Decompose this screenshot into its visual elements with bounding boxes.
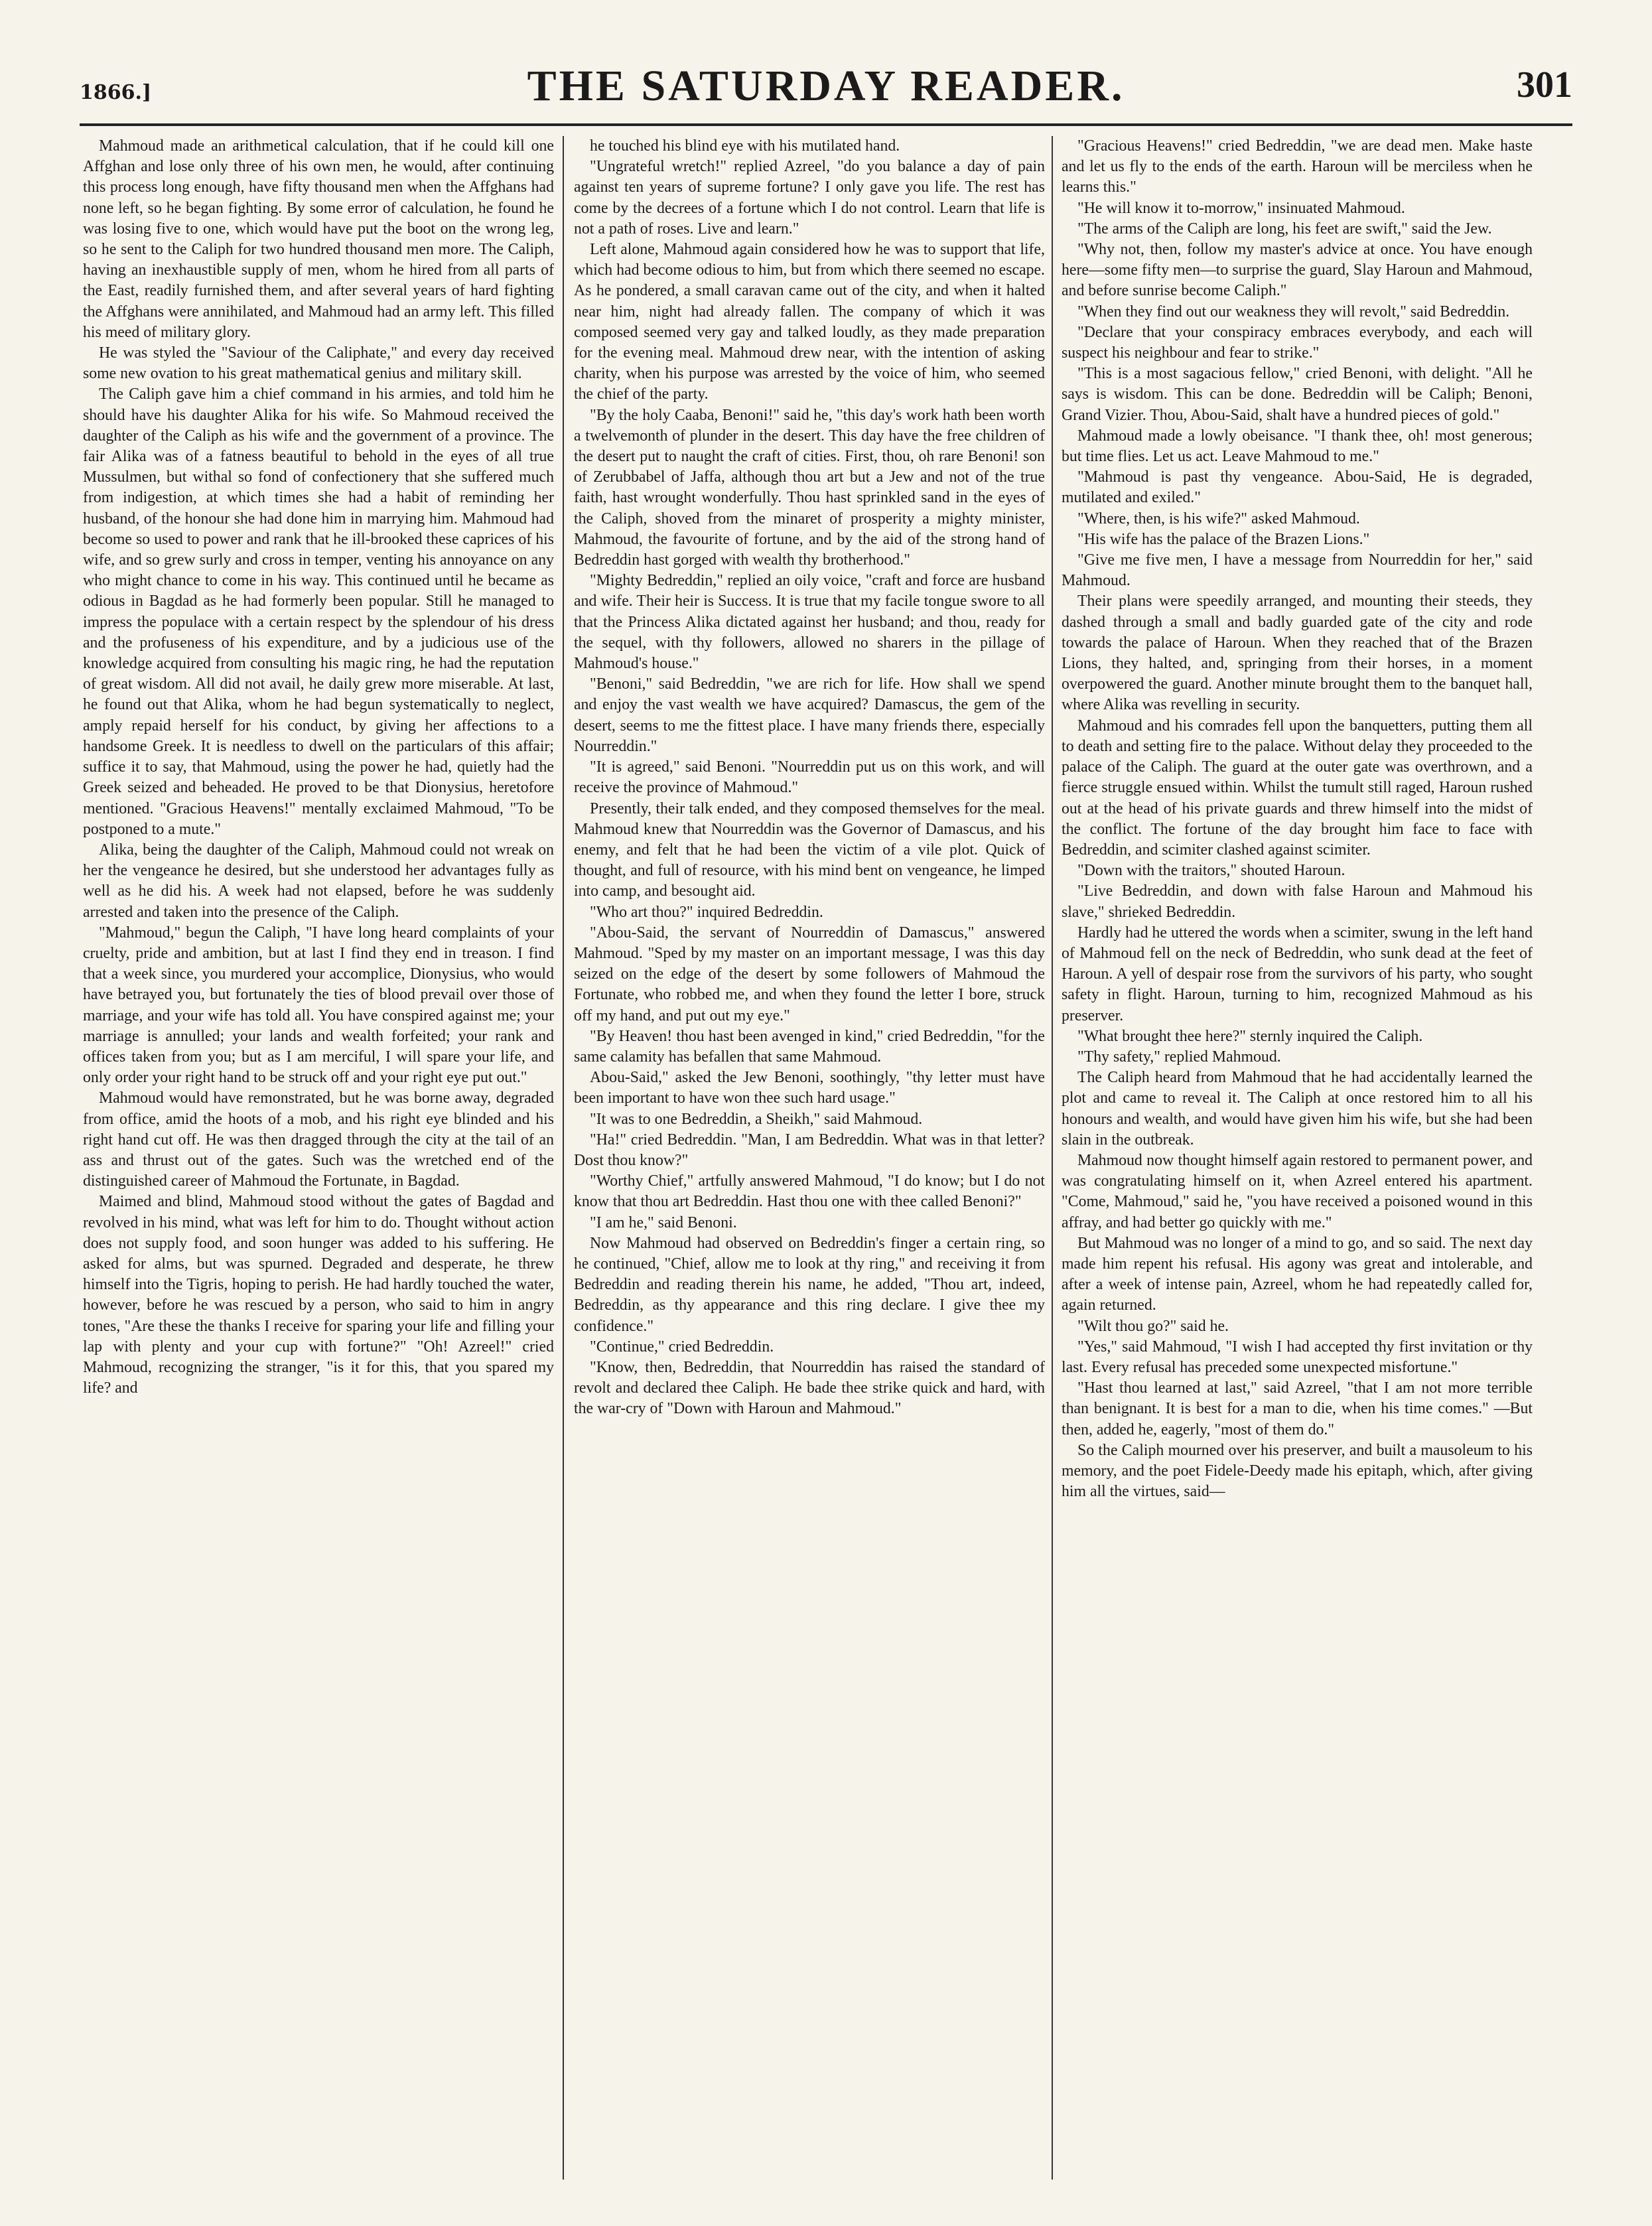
paragraph: Mahmoud made a lowly obeisance. "I thank thee, oh! most generous; but time flies. Let us act. Leave Mahmoud to me." (1062, 427, 1533, 466)
page-header (80, 61, 1572, 114)
paragraph: "It was to one Bedreddin, a Sheikh," said Mahmoud. (590, 1110, 923, 1128)
paragraph: "Ha!" cried Bedreddin. "Man, I am Bedreddin. What was in that letter? Dost thou know?" (574, 1131, 1045, 1169)
paragraph: "Ungrateful wretch!" replied Azreel, "do you balance a day of pain against ten years of supreme fortune? I only gave you life. The rest has come by the decrees of a fortune which I do not control. Learn that life is not a path of roses. Live and learn." (574, 158, 1045, 238)
paragraph: Abou-Said," asked the Jew Benoni, soothingly, "thy letter must have been important to have won thee such hard usage." (574, 1069, 1045, 1107)
paragraph: Mahmoud and his comrades fell upon the banquetters, putting them all to death and setting fire to the palace. Without delay they proceeded to the palace of the Caliph. The guard at the outer gate was overthrown, and a fierce struggle ensued within. Whilst the tumult still raged, Haroun rushed out at the head of his private guards and threw himself into the midst of the conflict. The fortune of the day brought him face to face with Bedreddin, and scimiter clashed against scimiter. (1062, 717, 1533, 859)
paragraph: "Why not, then, follow my master's advice at once. You have enough here—some fifty men—to surprise the guard, Slay Haroun and Mahmoud, and before sunrise become Caliph." (1062, 241, 1533, 300)
paragraph: "Yes," said Mahmoud, "I wish I had accepted thy first invitation or thy last. Every refusal has preceded some unexpected misfortune." (1062, 1338, 1533, 1376)
paragraph: "Down with the traitors," shouted Haroun. (1077, 862, 1345, 880)
paragraph: "By the holy Caaba, Benoni!" said he, "this day's work hath been worth a twelvemonth of plunder in the desert. This day have the free children of the desert put to naught the craft of cities. First, thou, oh rare Benoni! son of Zerubbabel of Jaffa, although thou art but a Jew and not of the true faith, hast wrought wonderfully. Thou hast sprinkled sand in the eyes of the Caliph, shoved from the minaret of prosperity a mighty minister, Mahmoud, the favourite of fortune, and by the aid of the strong hand of Bedreddin hast gorged with wealth thy brotherhood." (574, 406, 1045, 569)
paragraph: Left alone, Mahmoud again considered how he was to support that life, which had become odious to him, but from which there seemed no escape. As he pondered, a small caravan came out of the city, and when it halted near him, night had already fallen. The company of which it was composed seemed very gay and talked loudly, as they made preparation for the evening meal. Mahmoud drew near, with the intention of asking charity, when his purpose was arrested by the voice of him, who seemed the chief of the party. (574, 241, 1045, 403)
paragraph: "Live Bedreddin, and down with false Haroun and Mahmoud his slave," shrieked Bedreddin. (1062, 882, 1533, 921)
paragraph: But Mahmoud was no longer of a mind to go, and so said. The next day made him repent his refusal. His agony was great and intolerable, and after a week of intense pain, Azreel, whom he had repeatedly called for, again returned. (1062, 1234, 1533, 1314)
paragraph: "Continue," cried Bedreddin. (590, 1338, 774, 1356)
paragraph: "Gracious Heavens!" cried Bedreddin, "we are dead men. Make haste and let us fly to the ends of the earth. Haroun will be merciless when he learns this." (1062, 137, 1533, 196)
text-column-2 (574, 136, 1045, 2180)
paragraph: he touched his blind eye with his mutilated hand. (590, 137, 900, 155)
column-divider (1052, 136, 1053, 2180)
paragraph: Now Mahmoud had observed on Bedreddin's finger a certain ring, so he continued, "Chief, allow me to look at thy ring," and receiving it from Bedreddin and reading therein his name, he added, "Thou art, indeed, Bedreddin, as thy appearance and this ring declare. I give thee my confidence." (574, 1234, 1045, 1335)
paragraph: Alika, being the daughter of the Caliph, Mahmoud could not wreak on her the vengeance he desired, but she understood her advantages fully as well as he did his. A week had not elapsed, before he was suddenly arrested and taken into the presence of the Caliph. (83, 841, 554, 921)
paragraph: "It is agreed," said Benoni. "Nourreddin put us on this work, and will receive the province of Mahmoud." (574, 758, 1045, 797)
paragraph: "When they find out our weakness they will revolt," said Bedreddin. (1077, 303, 1510, 320)
paragraph: Maimed and blind, Mahmoud stood without the gates of Bagdad and revolved in his mind, what was left for him to do. Thought without action does not supply food, and soon hunger was added to his suffering. He asked for alms, but was spurned. Degraded and desperate, he threw himself into the Tigris, hoping to perish. He had hardly touched the water, however, before he was rescued by a person, who said to him in angry tones, "Are these the thanks I receive for sparing your life and filling your lap with plenty and your cup with fortune?" "Oh! Azreel!" cried Mahmoud, recognizing the stranger, "is it for this, that you spared my life? and (83, 1193, 554, 1397)
header-rule (80, 123, 1572, 126)
paragraph: "Mighty Bedreddin," replied an oily voice, "craft and force are husband and wife. Their heir is Success. It is true that my facile tongue swore to all that the Princess Alika dictated against her husband; and thou, ready for the sequel, with thy followers, allowed no sharers in the pillage of Mahmoud's house." (574, 572, 1045, 673)
paragraph: "Mahmoud is past thy vengeance. Abou-Said, He is degraded, mutilated and exiled." (1062, 468, 1533, 507)
paragraph: "I am he," said Benoni. (590, 1214, 737, 1231)
paragraph: "Thy safety," replied Mahmoud. (1077, 1048, 1281, 1066)
paragraph: "Mahmoud," begun the Caliph, "I have long heard complaints of your cruelty, pride and ambition, but at last I find they end in treason. I find that a week since, you murdered your accomplice, Dionysius, who would have betrayed you, but fortunately the ties of blood prevail over those of marriage, and your wife has told all. You have conspired against me; your marriage is annulled; your lands and wealth forfeited; your rank and offices taken from you; but as I am merciful, I will spare your life, and only order your right hand to be struck off and your right eye put out." (83, 924, 554, 1087)
paragraph: "Worthy Chief," artfully answered Mahmoud, "I do know; but I do not know that thou art Bedreddin. Hast thou one with thee called Benoni?" (574, 1172, 1045, 1211)
paragraph: "His wife has the palace of the Brazen Lions." (1077, 530, 1370, 548)
paragraph: "Wilt thou go?" said he. (1077, 1317, 1229, 1335)
header-year: 1866.] (80, 81, 152, 104)
paragraph: "Hast thou learned at last," said Azreel, "that I am not more terrible than benignant. It is best for a man to die, when his time comes." —But then, added he, eagerly, "most of them do." (1062, 1379, 1533, 1438)
paragraph: Hardly had he uttered the words when a scimiter, swung in the left hand of Mahmoud fell on the neck of Bedreddin, who sunk dead at the feet of Haroun. A yell of despair rose from the survivors of his party, who sought safety in flight. Haroun, turning to him, recognized Mahmoud as his preserver. (1062, 924, 1533, 1024)
page-number: 301 (1517, 64, 1572, 105)
paragraph: "This is a most sagacious fellow," cried Benoni, with delight. "All he says is wisdom. This can be done. Bedreddin will be Caliph; Benoni, Grand Vizier. Thou, Abou-Said, shalt have a hundred pieces of gold." (1062, 365, 1533, 424)
paragraph: "Who art thou?" inquired Bedreddin. (590, 903, 823, 921)
paragraph: So the Caliph mourned over his preserver, and built a mausoleum to his memory, and the poet Fidele-Deedy made his epitaph, which, after giving him all the virtues, said— (1062, 1441, 1533, 1501)
paragraph: "What brought thee here?" sternly inquired the Caliph. (1077, 1027, 1423, 1045)
paragraph: He was styled the "Saviour of the Caliphate," and every day received some new ovation to his great mathematical genius and military skill. (83, 344, 554, 383)
paragraph: Mahmoud would have remonstrated, but he was borne away, degraded from office, amid the hoots of a mob, and his right eye blinded and his right hand cut off. He was then dragged through the city at the tail of an ass and thrust out of the gates. Such was the wretched end of the distinguished career of Mahmoud the Fortunate, in Bagdad. (83, 1089, 554, 1190)
paragraph: Mahmoud made an arithmetical calculation, that if he could kill one Affghan and lose only three of his own men, he would, after continuing this process long enough, have fifty thousand men when the Affghans had none left, so he began fighting. By some error of calculation, he found he was losing five to one, which would have put the boot on the wrong leg, so he sent to the Caliph for two hundred thousand men more. The Caliph, having an inexhaustible supply of men, whom he hired from all parts of the East, readily furnished them, and after several years of hard fighting the Affghans were annihilated, and Mahmoud had an army left. This filled his meed of military glory. (83, 137, 554, 341)
paragraph: Presently, their talk ended, and they composed themselves for the meal. Mahmoud knew that Nourreddin was the Governor of Damascus, and his enemy, and felt that he had been the victim of a vile plot. Quick of thought, and full of resource, with his mind bent on vengeance, he limped into camp, and besought aid. (574, 800, 1045, 900)
text-column-3 (1062, 136, 1533, 2180)
paragraph: "Where, then, is his wife?" asked Mahmoud. (1077, 510, 1360, 527)
column-divider (563, 136, 564, 2180)
paragraph: "Give me five men, I have a message from Nourreddin for her," said Mahmoud. (1062, 551, 1533, 590)
paragraph: The Caliph heard from Mahmoud that he had accidentally learned the plot and came to reveal it. The Caliph at once restored him to all his honours and wealth, and would have given him his wife, but she had been slain in the outbreak. (1062, 1069, 1533, 1148)
paragraph: "He will know it to-morrow," insinuated Mahmoud. (1077, 199, 1405, 217)
text-column-1 (83, 136, 554, 2180)
paragraph: "The arms of the Caliph are long, his feet are swift," said the Jew. (1077, 220, 1492, 238)
paragraph: Mahmoud now thought himself again restored to permanent power, and was congratulating himself on it, when Azreel entered his apartment. "Come, Mahmoud," said he, "you have received a poisoned wound in this affray, and had better go quickly with me." (1062, 1151, 1533, 1231)
paragraph: "Know, then, Bedreddin, that Nourreddin has raised the standard of revolt and declared thee Caliph. He bade thee strike quick and hard, with the war-cry of "Down with Haroun and Mahmoud." (574, 1358, 1045, 1418)
paragraph: "Abou-Said, the servant of Nourreddin of Damascus," answered Mahmoud. "Sped by my master on an important message, I was this day seized on the edge of the desert by some followers of Mahmoud the Fortunate, who robbed me, and when they found the letter I bore, struck off my hand, and put out my eye." (574, 924, 1045, 1024)
paragraph: Their plans were speedily arranged, and mounting their steeds, they dashed through a small and badly guarded gate of the city and rode towards the palace of Haroun. When they reached that of the Brazen Lions, they halted, and, springing from their horses, in a moment overpowered the guard. Another minute brought them to the banquet hall, where Alika was revelling in security. (1062, 592, 1533, 714)
paragraph: "Declare that your conspiracy embraces everybody, and each will suspect his neighbour and fear to strike." (1062, 323, 1533, 362)
paragraph: The Caliph gave him a chief command in his armies, and told him he should have his daughter Alika for his wife. So Mahmoud received the daughter of the Caliph as his wife and the government of a province. The fair Alika was of a fatness beautiful to behold in the eyes of all true Mussulmen, but withal so fond of confectionery that she suffered much from indigestion, at which times she had a habit of reminding her husband, of the honour she had done him in marrying him. Mahmoud had become so used to power and rank that he ill-brooked these caprices of his wife, and so grew surly and cross in temper, venting his annoyance on any who might chance to come in his way. This continued until he became as odious in Bagdad as he had formerly been popular. Still he managed to impress the populace with a certain respect by the splendour of his dress and the profuseness of his expenditure, and by a judicious use of the knowledge acquired from consulting his magic ring, he had the reputation of great wisdom. All did not avail, he daily grew more miserable. At last, he found out that Alika, whom he had begun systematically to neglect, amply repaid herself for his conduct, by giving her affections to a handsome Greek. It is needless to dwell on the particulars of this affair; suffice it to say, that Mahmoud, using the power he had, quietly had the Greek seized and beheaded. He proved to be that Dionysius, heretofore mentioned. "Gracious Heavens!" mentally exclaimed Mahmoud, "To be postponed to a mute." (83, 385, 554, 838)
paragraph: "Benoni," said Bedreddin, "we are rich for life. How shall we spend and enjoy the vast wealth we have acquired? Damascus, the gem of the desert, seems to me the fittest place. I have many friends there, especially Nourreddin." (574, 675, 1045, 755)
masthead-title: THE SATURDAY READER. (527, 62, 1125, 110)
paragraph: "By Heaven! thou hast been avenged in kind," cried Bedreddin, "for the same calamity has befallen that same Mahmoud. (574, 1027, 1045, 1066)
